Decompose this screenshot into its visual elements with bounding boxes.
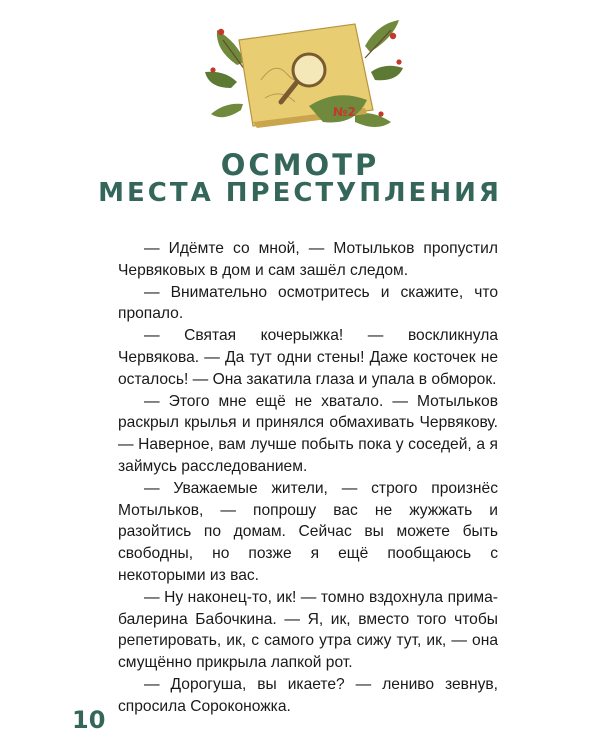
paragraph: — Святая кочерыжка! — воскликнула Червякова. — Да тут одни стены! Даже косточек не осталось! — Она закатила глаза и упала в обморок. <box>118 327 498 388</box>
paragraph: — Уважаемые жители, — строго произнёс Мотыльков, — попрошу вас не жужжать и разойтись по домам. Сейчас вы можете быть свободны, но позже я ещё пообщаюсь с некоторыми из вас. <box>118 479 498 584</box>
chapter-number: №2 <box>333 105 356 119</box>
paragraph: — Ну наконец-то, ик! — томно вздохнула прима-балерина Бабочкина. — Я, ик, вместо того чтобы репетировать, ик, с самого утра сижу тут, ик, — она смущённо прикрыла лапкой рот. <box>118 588 498 672</box>
chapter-title-line-2: МЕСТА ПРЕСТУПЛЕНИЯ <box>98 178 502 208</box>
paragraph: — Этого мне ещё не хватало. — Мотыльков раскрыл крылья и принялся обмахивать Червякову. — Наверное, вам лучше побыть пока у соседей, а я займусь расследованием. <box>118 392 498 475</box>
paragraph: — Дорогуша, вы икаете? — лениво зевнув, спросила Сороконожка. <box>118 675 498 715</box>
chapter-body <box>118 238 498 718</box>
chapter-emblem <box>205 10 405 140</box>
page-number: 10 <box>72 706 106 734</box>
paragraph: — Внимательно осмотритесь и скажите, что пропало. <box>118 283 498 323</box>
chapter-title-line-1: ОСМОТР <box>220 148 380 182</box>
paragraph: — Идёмте со мной, — Мотыльков пропустил Червяковых в дом и сам зашёл следом. <box>118 240 498 279</box>
